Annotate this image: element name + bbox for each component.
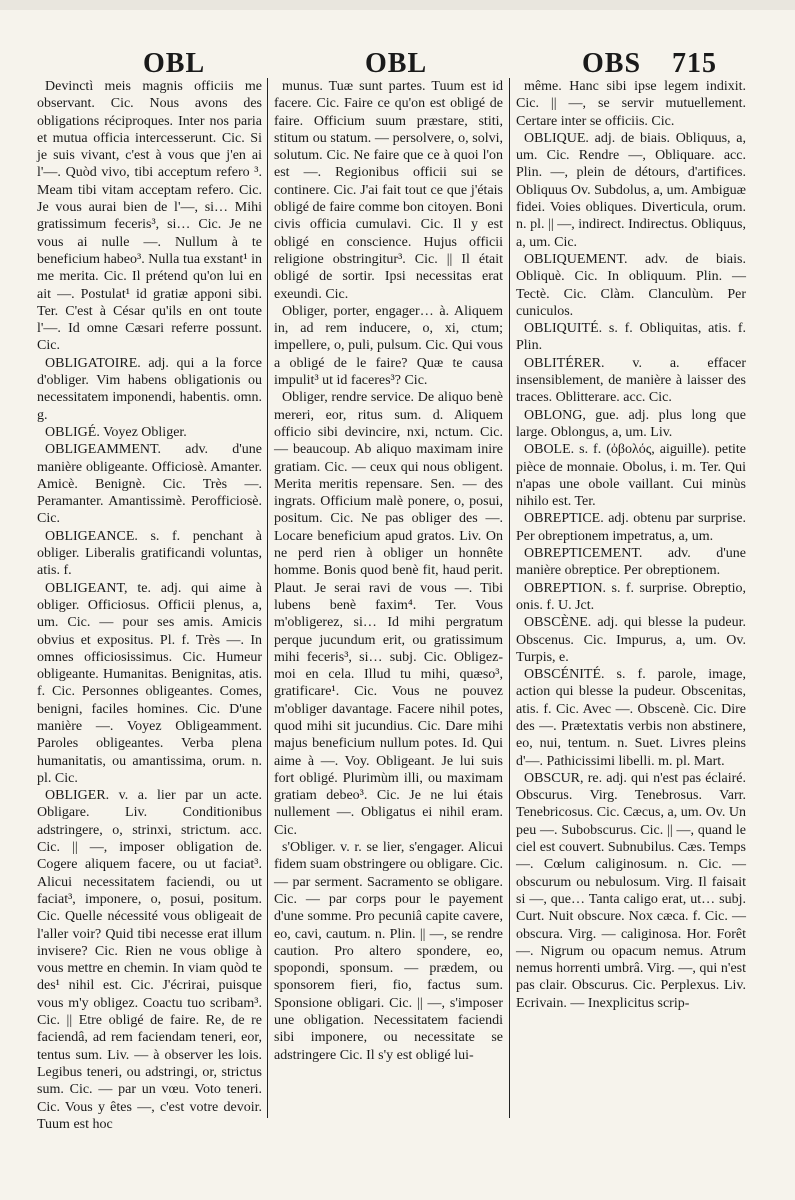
entry-obliquement: OBLIQUEMENT. adv. de biais. Obliquè. Cic. In obliquum. Plin. — Tectè. Cic. Clàm. Clanculùm. Per cuniculos.: [516, 251, 746, 319]
entry-oblique: OBLIQUE. adj. de biais. Obliquus, a, um. Cic. Rendre —, Obliquare. acc. Plin. —, plein de détours, d'artifices. Obliquus Ov. Subdolus, a, um. Ambiguæ fidei. Voies obliques. Diverticula, orum. n. pl. || —, indirect. Indirectus. Obliquus, a, um. Cic.: [516, 130, 746, 250]
entry-obliger: OBLIGER. v. a. lier par un acte. Obligare. Liv. Conditionibus adstringere, o, strinxi, strictum. acc. Cic. || —, imposer obligation de. Cogere aliquem facere, ou ut faciat³. Alicui necessitatem faciendi, ou ut faciat³, imponere, o, posui, positum. Cic. Quelle nécessité vous obligeait de l'aller voir? Quid tibi necesse erat illum invisere? Cic. Rien ne vous oblige à vous mettre en chemin. In viam quòd te des¹ nihil est. Cic. J'écrirai, puisque vous m'y obligez. Coactu tuo scribam³. Cic. || Etre obligé de faire. Re, de re faciendâ, ad rem faciendam teneri, eor, tentus sum. Liv. — à observer les lois. Legibus teneri, ou adstringi, or, strictus sum. Cic. — par un vœu. Voto teneri. Cic. Vous y êtes —, c'est votre devoir. Tuum est hoc: [37, 788, 262, 1132]
entry-s-obliger: s'Obliger. v. r. se lier, s'engager. Alicui fidem suam obstringere ou obligare. Cic. — par serment. Sacramento se obligare. Cic. — par corps pour le payement d'une somme. Pro pecuniâ capite cavere, eo, cavi, cautum. n. Plin. || —, se rendre caution. Pro altero spondere, eo, spopondi, sponsum. — prædem, ou sponsorem fieri, fio, factus sum. Sponsione obligari. Cic. || —, s'imposer une obligation. Necessitatem faciendi sibi imponere, ou necessitate se adstringere Cic. Il s'y est obligé lui-: [274, 840, 503, 1063]
entry-obrepticement: OBREPTICEMENT. adv. d'une manière obreptice. Per obreptionem.: [516, 546, 746, 579]
entry-obreptice: OBREPTICE. adj. obtenu par surprise. Per obreptionem impetratus, a, um.: [516, 511, 746, 544]
page-top-edge: [0, 0, 795, 10]
entry-obliquite: OBLIQUITÉ. s. f. Obliquitas, atis. f. Plin.: [516, 321, 746, 354]
entry-paragraph: munus. Tuæ sunt partes. Tuum est id facere. Cic. Faire ce qu'on est obligé de faire. Officium suum præstare, stiti, stitum ou statum. — persolvere, o, solvi, solutum. Cic. Ne faire que ce à quoi l'on est —. Regionibus officii sui se continere. Cic. J'ai fait tout ce que j'étais obligé de faire comme bon citoyen. Boni civis officia cumulavi. Cic. Il y est obligé en conscience. Hujus officii religione obstringitur³. Cic. || Il était obligé de sortir. Ipsi necessitas erat exeundi. Cic.: [274, 79, 503, 302]
running-head-left: OBL: [143, 48, 206, 79]
entry-obreption: OBREPTION. s. f. surprise. Obreptio, onis. f. U. Jct.: [516, 580, 746, 613]
entry-obligatoire: OBLIGATOIRE. adj. qui a la force d'obliger. Vim habens obligationis ou necessitatem imponendi, habentis. omn. g.: [37, 355, 262, 423]
column-rule-2: [509, 78, 510, 1118]
entry-obliterer: OBLITÉRER. v. a. effacer insensiblement, de manière à laisser des traces. Oblitterare. acc. Cic.: [516, 355, 746, 406]
running-head-right: OBS: [582, 48, 642, 79]
entry-obliger-rendre-service: Obliger, rendre service. De aliquo benè mereri, eor, ritus sum. d. Aliquem officio sibi devincire, nxi, nctum. Cic. — beaucoup. Ab aliquo maximam inire gratiam. Cic. — ceux qui nous obligent. Merita meritis repensare. Sen. — des ingrats. Officium malè ponere, o, posui, positum. Cic. Ne pas obliger des —. Locare beneficium apud gratos. Liv. On ne perd rien à obliger un honnête homme. Bonis quod benè fit, haud perit. Plaut. Je serai ravi de vous —. Tibi lubens benè faxim⁴. Ter. Vous m'obligerez, si… Id mihi pergratum perque jucundum erit, ou gratissimum mihi feceris³, si… subj. Cic. Obligez-moi en cela. Illud tu mihi, quæso³, gratificare¹. Cic. Vous ne pouvez m'obliger davantage. Facere nihil potes, quod mihi sit jucundius. Cic. Dare mihi majus beneficium nullum potes. Id. Qui aime à —. Voy. Obligeant. Je lui suis fort obligé. Plurimùm illi, ou maximam gratiam debeo³. Cic. Je ne lui étais nullement —. Obligatus ei nihil eram. Cic.: [274, 390, 503, 838]
page-number: 715: [672, 48, 717, 79]
dictionary-column-2: [274, 78, 503, 1118]
entry-obscur: OBSCUR, re. adj. qui n'est pas éclairé. Obscurus. Virg. Tenebrosus. Varr. Tenebricosus. Cic. Cæcus, a, um. Ov. Un peu —. Subobscurus. Cic. || —, quand le ciel est couvert. Subnubilus. Cæs. Temps —. Cœlum caliginosum. n. Cic. — obscurum ou nebulosum. Virg. Il faisait si —, que… Tanta caligo erat, ut… subj. Curt. Nuit obscure. Nox cæca. f. Cic. — obscura. Virg. — caliginosa. Hor. Forêt —. Nigrum ou opacum nemus. Atrum nemus horrenti umbrâ. Virg. —, qui n'est pas clair. Obscurus. Cic. Perplexus. Liv. Ecrivain. — Inexplicitus scrip-: [516, 770, 746, 1011]
entry-obligeant: OBLIGEANT, te. adj. qui aime à obliger. Officiosus. Officii plenus, a, um. Cic. — pour ses amis. Amicis obvius et expositus. Pl. f. Très —. In omnes officiosissimus. Cic. Humeur obligeante. Humanitas. Benignitas, atis. f. Cic. Personnes obligeantes. Comes, benigni, faciles homines. Cic. D'une manière —. Voyez Obligeamment. Paroles obligeantes. Verba plena humanitatis, ou amantissima, orum. n. pl. Cic.: [37, 580, 262, 786]
entry-obligeamment: OBLIGEAMMENT. adv. d'une manière obligeante. Officiosè. Amanter. Amicè. Benignè. Cic. Très —. Peramanter. Amantissimè. Perofficiosè. Cic.: [37, 442, 262, 527]
entry-obscenite: OBSCÉNITÉ. s. f. parole, image, action qui blesse la pudeur. Obscenitas, atis. f. Cic. Avec —. Obscenè. Cic. Dire des —. Prætextatis verbis non abstinere, eo, nui, tentum. n. Suet. Livres pleins d'—. Pathicissimi libelli. m. pl. Mart.: [516, 667, 746, 769]
entry-obscene: OBSCÈNE. adj. qui blesse la pudeur. Obscenus. Cic. Impurus, a, um. Ov. Turpis, e.: [516, 615, 746, 665]
entry-obliger-porter: Obliger, porter, engager… à. Aliquem in, ad rem inducere, o, xi, ctum; impellere, o, puli, pulsum. Cic. Qui vous a obligé de le faire? Quæ te causa impulit³ ut id faceres³? Cic.: [274, 303, 503, 389]
entry-paragraph: Devinctì meis magnis officiis me observant. Cic. Nous avons des obligations réciproques. Inter nos paria et mutua officia intercesserunt. Cic. Si je suis vivant, c'est à vous que j'en ai l'—. Quòd vivo, tibi acceptum refero ³. Meam tibi vitam acceptam refero. Cic. Je vous aurai bien de l'—, si… Mihi gratissimum feceris³, si… Cic. Je ne vous ai nulle —. Nullum à te beneficium habeo³. Nulla tua exstant¹ in me merita. Cic. Il prétend qu'on lui en ait —. Postulat¹ id gratiæ apponi sibi. Ter. C'est à César qu'ils en ont toute l'—. Id omne Cæsari referre possunt. Cic.: [37, 79, 262, 354]
entry-oblong: OBLONG, gue. adj. plus long que large. Oblongus, a, um. Liv.: [516, 407, 746, 440]
entry-obligeance: OBLIGEANCE. s. f. penchant à obliger. Liberalis gratificandi voluntas, atis. f.: [37, 528, 262, 579]
column-rule-1: [267, 78, 268, 1118]
entry-paragraph: même. Hanc sibi ipse legem indixit. Cic. || —, se servir mutuellement. Certare inter se officiis. Cic.: [516, 79, 746, 129]
entry-oblige: OBLIGÉ. Voyez Obliger.: [45, 424, 187, 440]
entry-obole: OBOLE. s. f. (ὀβολός, aiguille). petite pièce de monnaie. Obolus, i. m. Ter. Qui n'apas une obole vaillant. Cui minùs nihilo est. Ter.: [516, 442, 746, 510]
dictionary-column-1: [37, 78, 262, 1132]
dictionary-column-3: [516, 78, 746, 1118]
running-head-center: OBL: [365, 48, 428, 79]
